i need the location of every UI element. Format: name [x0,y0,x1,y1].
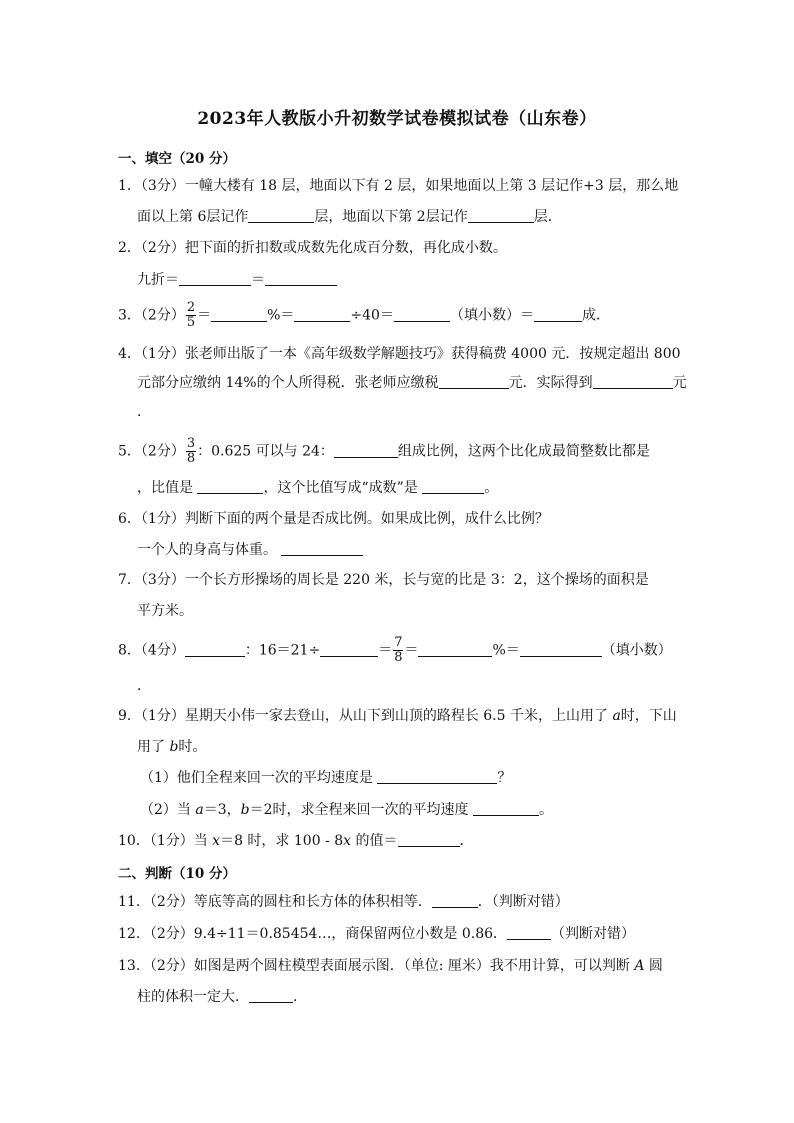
answer-blank[interactable] [294,307,350,322]
question-2-line-2: 九折＝ ＝ [137,270,337,290]
answer-blank[interactable] [248,208,314,223]
question-8-line-2: ． [137,678,151,694]
question-13-line-1: 13．（2分）如图是两个圆柱模型表面展示图．（单位: 厘米）我不用计算，可以判断 A 圆 [118,958,663,974]
answer-blank[interactable] [197,479,263,494]
answer-blank[interactable] [334,443,398,458]
question-4-line-2: 元部分应缴纳 14%的个人所得税．张老师应缴税 元．实际得到 元 [137,375,687,391]
section-heading-true-false: 二、判断（10 分） [118,866,236,882]
question-10: 10．（1分）当 x＝8 时，求 100 - 8x 的值＝ ． [118,833,474,849]
answer-blank[interactable] [281,541,363,556]
answer-blank[interactable] [179,271,251,286]
answer-blank[interactable] [593,374,673,389]
answer-blank[interactable] [507,925,551,940]
question-9-line-1: 9．（1分）星期天小伟一家去登山，从山下到山顶的路程长 6.5 千米，上山用了 a时，下山 [118,708,677,724]
question-9-sub-2: （2）当 a＝3，b＝2时，求全程来回一次的平均速度 。 [140,802,553,818]
question-5-line-2: ，比值是 ，这个比值写成“成数”是 。 [137,480,499,496]
question-3: 3．（2分） $\frac{2}{5}$ ＝ %＝ ÷40＝ （填小数）＝ 成． [118,300,610,330]
question-4-line-3: ． [137,404,151,420]
question-1-line-1: 1．（3分）一幢大楼有 18 层，地面以下有 2 层，如果地面以上第 3 层记作+3 层，那么地 [118,178,679,194]
answer-blank[interactable] [439,374,509,389]
answer-blank[interactable] [534,307,582,322]
question-1-line-2: 面以上第 6层记作 层，地面以下第 2层记作 层． [137,209,562,225]
answer-blank[interactable] [394,307,450,322]
answer-blank[interactable] [249,988,293,1003]
answer-blank[interactable] [422,479,484,494]
question-8-line-1: 8．（4分） ：16＝21÷ ＝ $\frac{7}{8}$ ＝ %＝ （填小数） [118,635,672,665]
fraction: $\frac{2}{5}$ [186,300,196,330]
question-6-line-1: 6．（1分）判断下面的两个量是否成比例。如果成比例，成什么比例？ [118,511,549,527]
answer-blank[interactable] [211,307,267,322]
section-heading-fill-blank: 一、填空（20 分） [118,151,236,167]
fraction: $\frac{3}{8}$ [186,436,196,466]
question-7-line-1: 7．（3分）一个长方形操场的周长是 220 米，长与宽的比是 3：2，这个操场的面积是 [118,572,649,588]
answer-blank[interactable] [520,642,602,657]
question-5-line-1: 5．（2分） $\frac{3}{8}$ ：0.625 可以与 24： 组成比例，这两个比化成最简整数比都是 [118,436,650,466]
question-9-line-2: 用了 b时。 [137,739,207,755]
question-6-line-2: 一个人的身高与体重。 [137,540,363,560]
answer-blank[interactable] [468,208,534,223]
page-title: 2023年人教版小升初数学试卷模拟试卷（山东卷） [197,109,597,129]
question-9-sub-1: （1）他们全程来回一次的平均速度是 ？ [140,770,512,786]
answer-blank[interactable] [320,642,378,657]
question-13-line-2: 柱的体积一定大． . [137,989,298,1005]
answer-blank[interactable] [432,893,478,908]
question-2-line-1: 2．（2分）把下面的折扣数或成数先化成百分数，再化成小数。 [118,240,507,256]
question-12: 12．（2分）9.4÷11＝0.85454…，商保留两位小数是 0.86． （判断对错） [118,926,636,942]
question-4-line-1: 4．（1分）张老师出版了一本《高年级数学解题技巧》获得稿费 4000 元．按规定超出 800 [118,346,681,362]
answer-blank[interactable] [265,271,337,286]
answer-blank[interactable] [473,801,539,816]
answer-blank[interactable] [377,769,497,784]
answer-blank[interactable] [185,642,245,657]
fraction: $\frac{7}{8}$ [394,635,403,665]
question-7-line-2: 平方米。 [137,603,193,619]
answer-blank[interactable] [398,832,460,847]
question-11: 11．（2分）等底等高的圆柱和长方体的体积相等． ．（判断对错） [118,894,569,910]
answer-blank[interactable] [418,642,492,657]
